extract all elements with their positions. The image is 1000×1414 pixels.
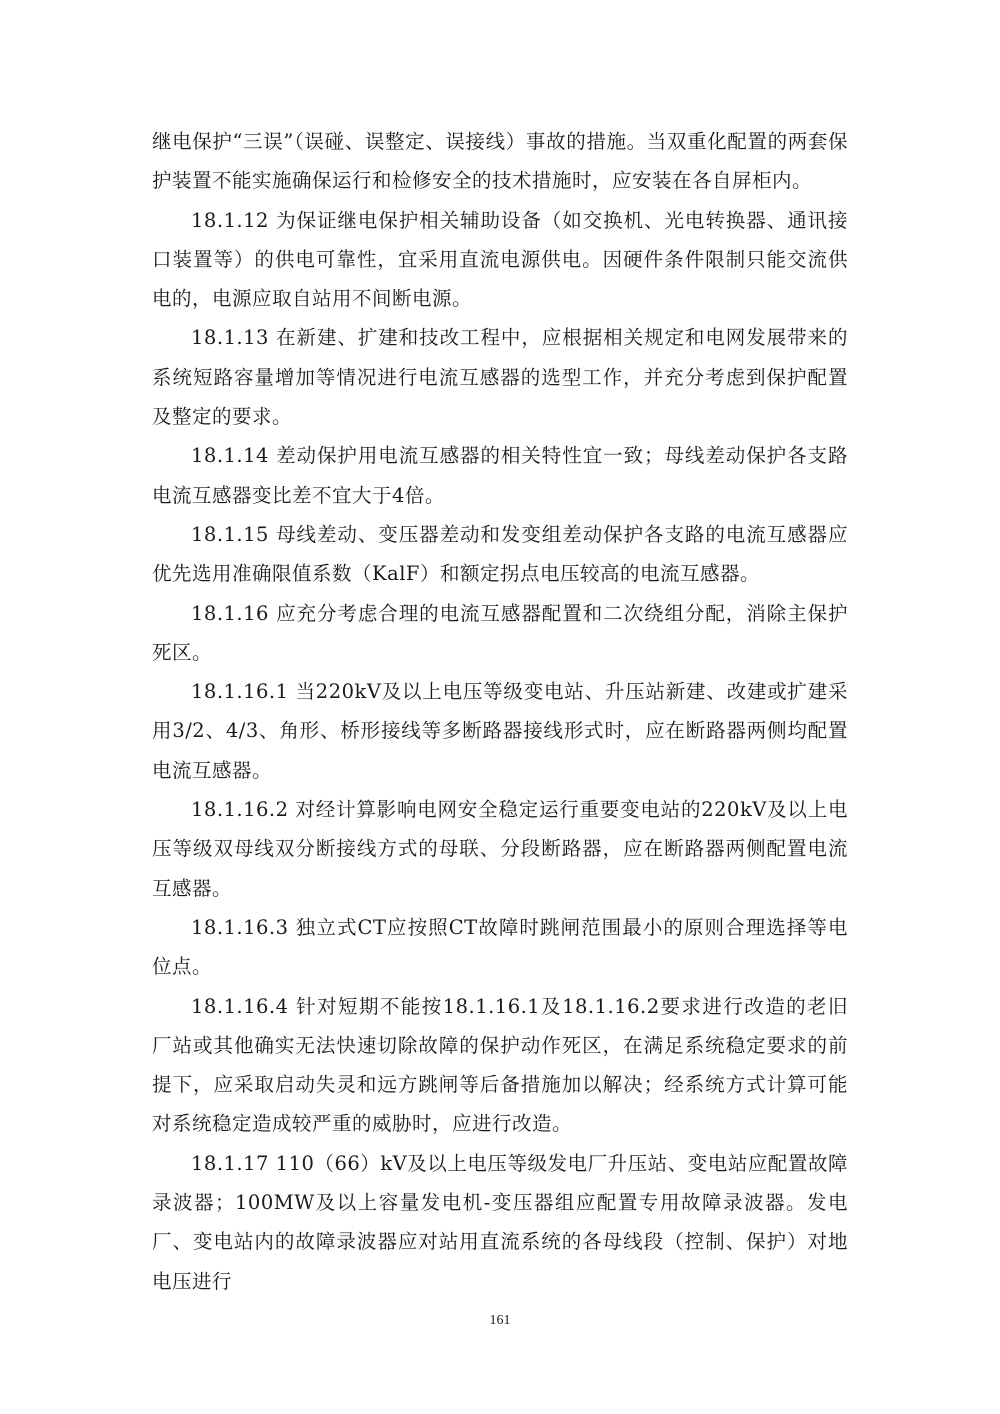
paragraph-18-1-16: 18.1.16 应充分考虑合理的电流互感器配置和二次绕组分配，消除主保护死区。 — [152, 601, 848, 664]
paragraph-18-1-14: 18.1.14 差动保护用电流互感器的相关特性宜一致；母线差动保护各支路电流互感器变比差不宜大于4倍。 — [152, 444, 848, 507]
paragraph-18-1-15: 18.1.15 母线差动、变压器差动和发变组差动保护各支路的电流互感器应优先选用准确限值系数（KalF）和额定拐点电压较高的电流互感器。 — [152, 522, 848, 586]
paragraph-18-1-16-1: 18.1.16.1 当220kV及以上电压等级变电站、升压站新建、改建或扩建采用3/2、4/3、角形、桥形接线等多断路器接线形式时，应在断路器两侧均配置电流互感器。 — [152, 680, 848, 782]
paragraph-18-1-13: 18.1.13 在新建、扩建和技改工程中，应根据相关规定和电网发展带来的系统短路容量增加等情况进行电流互感器的选型工作，并充分考虑到保护配置及整定的要求。 — [152, 326, 848, 429]
body-text — [152, 122, 848, 1301]
paragraph-18-1-12: 18.1.12 为保证继电保护相关辅助设备（如交换机、光电转换器、通讯接口装置等）的供电可靠性，宜采用直流电源供电。因硬件条件限制只能交流供电的，电源应取自站用不间断电源。 — [152, 208, 848, 311]
page-number: 161 — [489, 1313, 511, 1328]
paragraph-18-1-16-3: 18.1.16.3 独立式CT应按照CT故障时跳闸范围最小的原则合理选择等电位点。 — [152, 915, 848, 979]
paragraph-18-1-16-2: 18.1.16.2 对经计算影响电网安全稳定运行重要变电站的220kV及以上电压等级双母线双分断接线方式的母联、分段断路器，应在断路器两侧配置电流互感器。 — [152, 798, 848, 900]
paragraph-continuation: 继电保护“三误”（误碰、误整定、误接线）事故的措施。当双重化配置的两套保护装置不能实施确保运行和检修安全的技术措施时，应安装在各自屏柜内。 — [152, 130, 848, 193]
paragraph-18-1-17: 18.1.17 110（66）kV及以上电压等级发电厂升压站、变电站应配置故障录波器；100MW及以上容量发电机-变压器组应配置专用故障录波器。发电厂、变电站内的故障录波器应对站用直流系统的各母线段（控制、保护）对地电压进行 — [152, 1151, 848, 1293]
paragraph-18-1-16-4: 18.1.16.4 针对短期不能按18.1.16.1及18.1.16.2要求进行改造的老旧厂站或其他确实无法快速切除故障的保护动作死区，在满足系统稳定要求的前提下，应采取启动失灵和远方跳闸等后备措施加以解决；经系统方式计算可能对系统稳定造成较严重的威胁时，应进行改造。 — [152, 994, 848, 1136]
